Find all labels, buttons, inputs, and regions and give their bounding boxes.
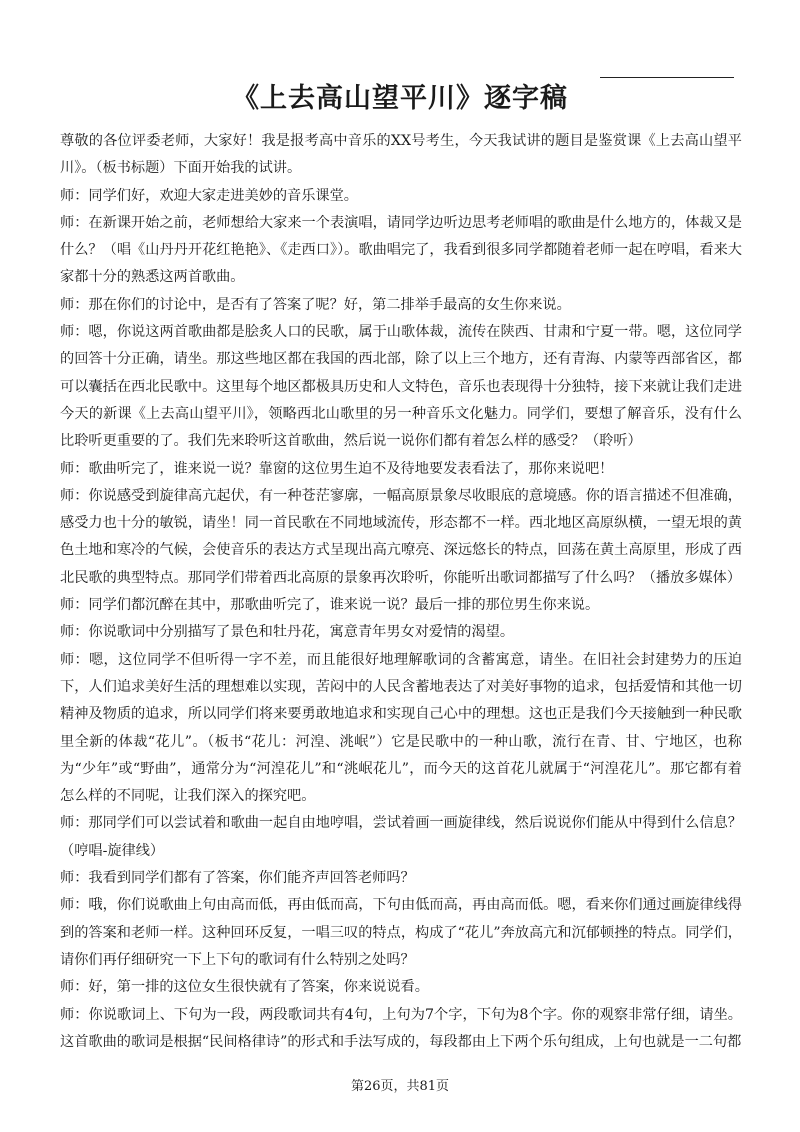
paragraph: 师：你说歌词上、下句为一段，两段歌词共有4句，上句为7个字，下句为8个字。你的观察非常仔细，请坐。这首歌曲的歌词是根据“民间格律诗”的形式和手法写成的，每段都由上下两个乐句组成，上句也就是一二句都 (60, 1006, 742, 1050)
paragraph: 师：哦，你们说歌曲上句由高而低，再由低而高，下句由低而高，再由高而低。嗯，看来你们通过画旋律线得到的答案和老师一样。这种回环反复，一唱三叹的特点，构成了“花儿”奔放高亢和沉郁顿挫的特点。同学们，请你们再仔细研究一下上下句的歌词有什么特别之处吗？ (60, 897, 742, 968)
paragraph: 师：好，第一排的这位女生很快就有了答案，你来说说看。 (60, 979, 429, 996)
paragraph: 师：你说歌词中分别描写了景色和牡丹花，寓意青年男女对爱情的渴望。 (60, 624, 515, 641)
paragraph: 师：嗯，这位同学不但听得一字不差，而且能很好地理解歌词的含蓄寓意，请坐。在旧社会封建势力的压迫下，人们追求美好生活的理想难以实现，苦闷中的人民含蓄地表达了对美好事物的追求，包括爱情和其他一切精神及物质的追求，所以同学们将来要勇敢地追求和实现自己心中的理想。这也正是我们今天接触到一种民歌里全新的体裁“花儿”。（板书“花儿：河湟、洮岷”）它是民歌中的一种山歌，流行在青、甘、宁地区，也称为“少年”或“野曲”，通常分为“河湟花儿”和“洮岷花儿”，而今天的这首花儿就属于“河湟花儿”。那它都有着怎么样的不同呢，让我们深入的探究吧。 (60, 651, 742, 805)
page-number: 第26页，共81页 (350, 1079, 450, 1094)
paragraph: 师：同学们都沉醉在其中，那歌曲听完了，谁来说一说？最后一排的那位男生你来说。 (60, 597, 600, 614)
paragraph: 师：那同学们可以尝试着和歌曲一起自由地哼唱，尝试着画一画旋律线，然后说说你们能从中得到什么信息？（哼唱-旋律线） (60, 815, 742, 859)
body-text (60, 128, 742, 1056)
paragraph: 师：同学们好，欢迎大家走进美妙的音乐课堂。 (60, 187, 358, 204)
paragraph: 尊敬的各位评委老师，大家好！我是报考高中音乐的XX号考生，今天我试讲的题目是鉴赏课《上去高山望平川》。（板书标题）下面开始我的试讲。 (60, 133, 742, 177)
paragraph: 师：我看到同学们都有了答案，你们能齐声回答老师吗？ (60, 870, 415, 887)
paragraph: 师：嗯，你说这两首歌曲都是脍炙人口的民歌，属于山歌体裁，流传在陕西、甘肃和宁夏一带。嗯，这位同学的回答十分正确，请坐。那这些地区都在我国的西北部，除了以上三个地方，还有青海、内蒙等西部省区，都可以囊括在西北民歌中。这里每个地区都极具历史和人文特色，音乐也表现得十分独特，接下来就让我们走进今天的新课《上去高山望平川》，领略西北山歌里的另一种音乐文化魅力。同学们，要想了解音乐，没有什么比聆听更重要的了。我们先来聆听这首歌曲，然后说一说你们都有着怎么样的感受？（聆听） (60, 324, 742, 450)
page-title: 《上去高山望平川》逐字稿 (232, 83, 568, 114)
paragraph: 师：那在你们的讨论中，是否有了答案了呢？好，第二排举手最高的女生你来说。 (60, 296, 571, 313)
paragraph: 师：你说感受到旋律高亢起伏，有一种苍茫寥廓，一幅高原景象尽收眼底的意境感。你的语言描述不但准确，感受力也十分的敏锐，请坐！同一首民歌在不同地域流传，形态都不一样。西北地区高原纵横，一望无垠的黄色土地和寒冷的气候，会使音乐的表达方式呈现出高亢嘹亮、深远悠长的特点，回荡在黄土高原里，形成了西北民歌的典型特点。那同学们带着西北高原的景象再次聆听，你能听出歌词都描写了什么吗？（播放多媒体） (60, 487, 742, 586)
paragraph: 师：歌曲听完了，谁来说一说？靠窗的这位男生迫不及待地要发表看法了，那你来说吧！ (60, 460, 614, 477)
paragraph: 师：在新课开始之前，老师想给大家来一个表演唱，请同学边听边思考老师唱的歌曲是什么地方的，体裁又是什么？（唱《山丹丹开花红艳艳》、《走西口》）。歌曲唱完了，我看到很多同学都随着老师一起在哼唱，看来大家都十分的熟悉这两首歌曲。 (60, 214, 742, 286)
